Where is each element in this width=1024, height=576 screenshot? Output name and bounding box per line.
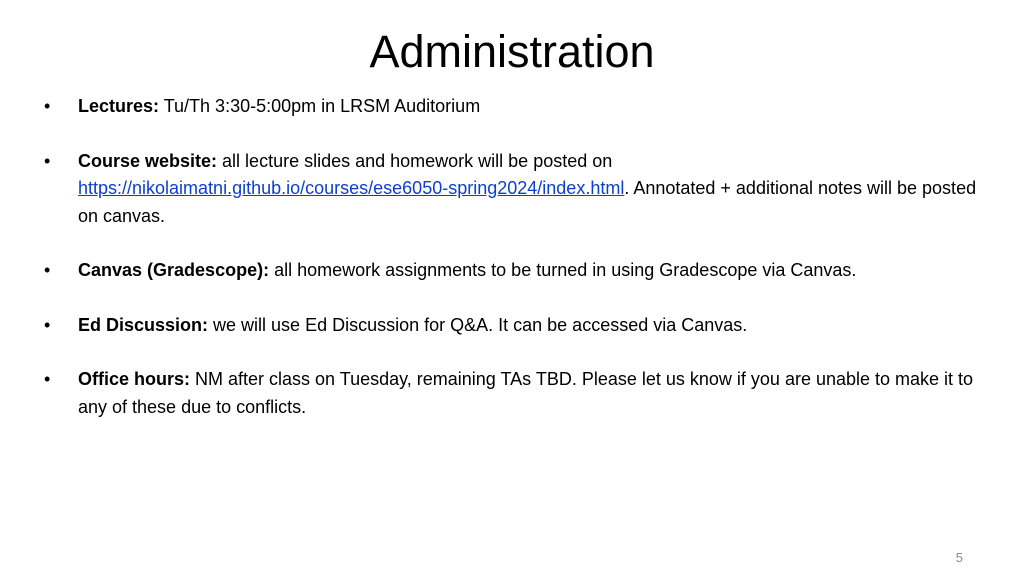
bullet-item-office-hours [44, 366, 984, 421]
bullet-label: Office hours: [78, 369, 191, 389]
bullet-label: Ed Discussion: [78, 314, 209, 335]
bullet-text: all homework assignments to be turned in using Gradescope via Canvas. [269, 260, 857, 280]
bullet-item-course-website [44, 148, 984, 231]
bullet-label: Canvas (Gradescope): [78, 260, 270, 280]
bullet-dot-icon: • [44, 96, 51, 116]
bullet-dot-icon: • [44, 260, 51, 280]
bullet-text-after-link: . Annotated + additional notes will be posted on canvas. [78, 178, 977, 226]
bullet-text: Tu/Th 3:30-5:00pm in LRSM Auditorium [159, 96, 481, 116]
bullet-item-ed-discussion [44, 312, 984, 340]
bullet-dot-icon: • [44, 150, 51, 171]
slide-title: Administration [369, 26, 655, 77]
bullet-item-canvas [44, 257, 984, 285]
bullet-text: we will use Ed Discussion for Q&A. It can be accessed via Canvas. [208, 314, 748, 335]
bullet-list [44, 93, 984, 448]
bullet-text: all lecture slides and homework will be posted on [217, 150, 613, 171]
bullet-label: Lectures: [78, 96, 160, 116]
bullet-dot-icon: • [44, 369, 51, 389]
course-website-link[interactable]: https://nikolaimatni.github.io/courses/ese6050-spring2024/index.html [78, 178, 625, 198]
bullet-label: Course website: [78, 150, 218, 171]
bullet-item-lectures [44, 93, 984, 121]
page-number: 5 [955, 550, 963, 565]
bullet-text: NM after class on Tuesday, remaining TAs TBD. Please let us know if you are unable to make it to any of these due to conflicts. [78, 369, 974, 417]
bullet-dot-icon: • [44, 314, 51, 335]
